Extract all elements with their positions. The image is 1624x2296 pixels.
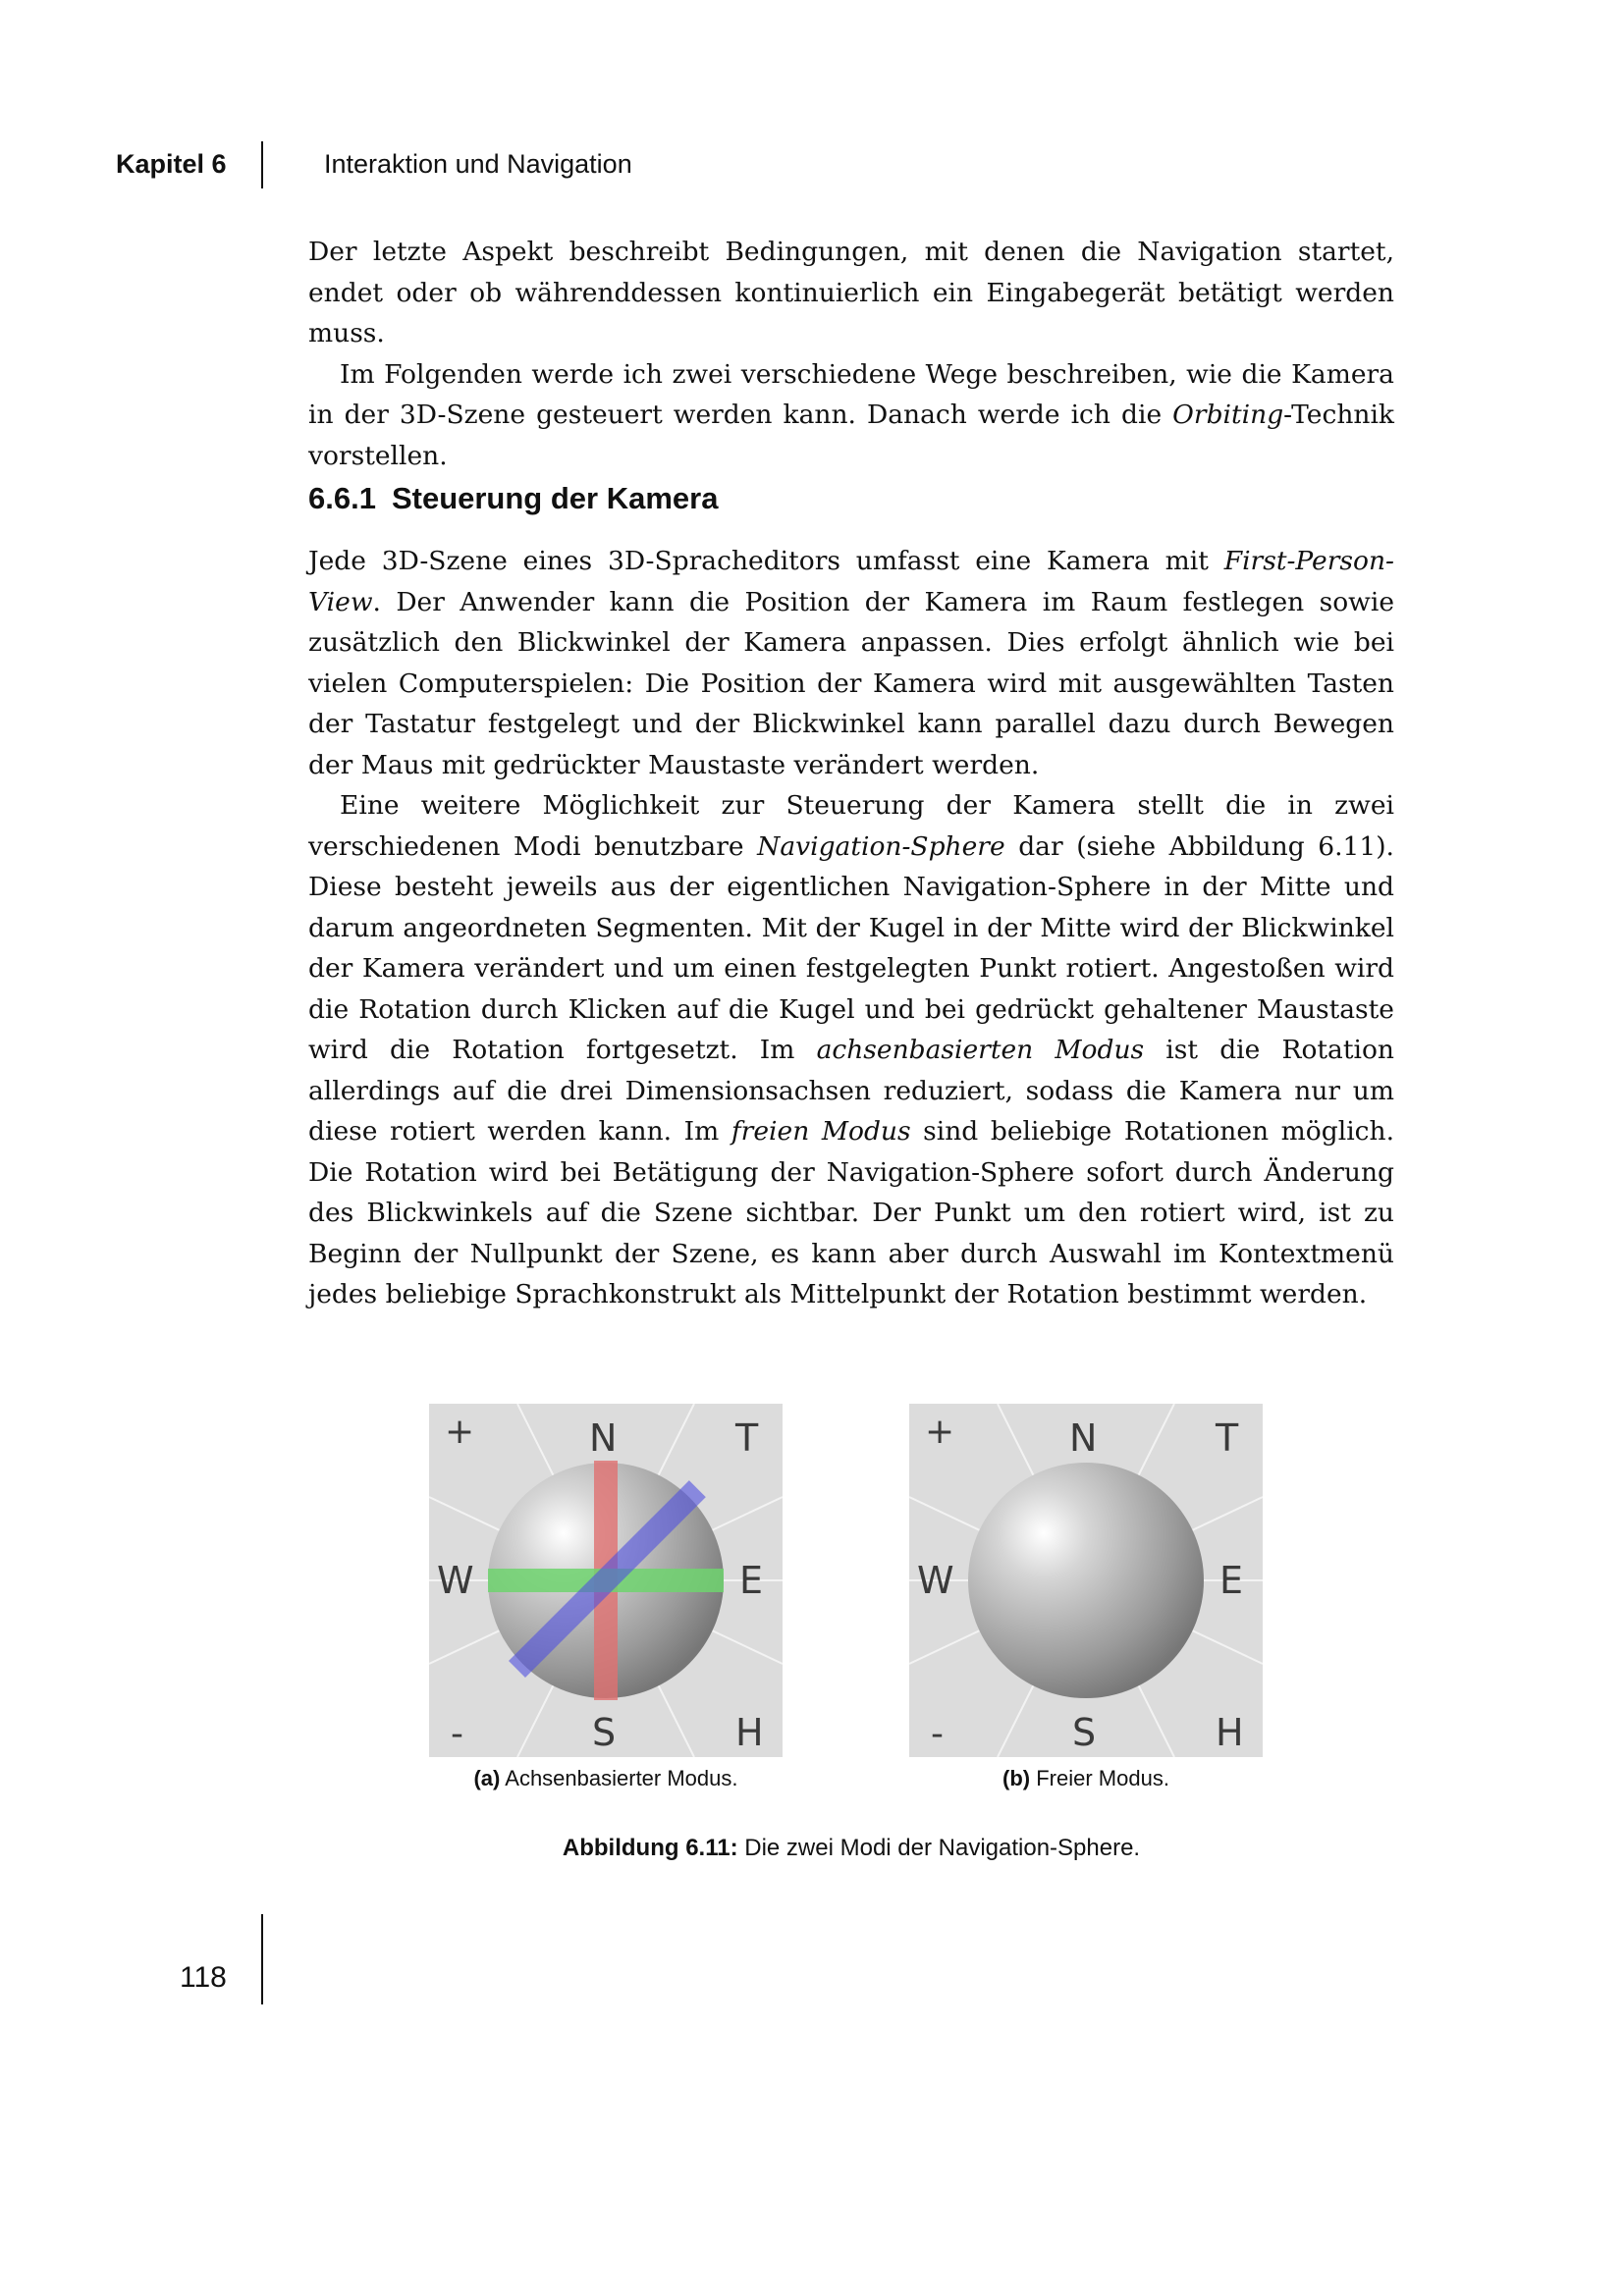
footer-divider <box>261 1914 263 2004</box>
label-tilt[interactable]: T <box>1216 1416 1239 1460</box>
label-south[interactable]: S <box>1072 1711 1097 1754</box>
intro-text <box>308 232 1394 476</box>
label-plus[interactable]: + <box>445 1412 475 1452</box>
label-south[interactable]: S <box>592 1711 617 1754</box>
navigation-sphere-free-mode-image <box>909 1404 1263 1757</box>
navigation-sphere-axis-mode-image <box>429 1404 783 1757</box>
label-h[interactable]: H <box>735 1711 764 1754</box>
label-north[interactable]: N <box>589 1416 618 1460</box>
running-header-chapter: Kapitel 6 <box>116 149 227 179</box>
subcaption-a: (a) Achsenbasierter Modus. <box>473 1766 738 1790</box>
label-west[interactable]: W <box>917 1559 954 1602</box>
figure-caption: Abbildung 6.11: Die zwei Modi der Navigation-Sphere. <box>562 1835 1141 1861</box>
label-north[interactable]: N <box>1069 1416 1098 1460</box>
header-divider <box>261 141 263 188</box>
subcaption-b: (b) Freier Modus. <box>1002 1766 1169 1790</box>
label-h[interactable]: H <box>1216 1711 1244 1754</box>
label-east[interactable]: E <box>1219 1559 1244 1602</box>
section-title: Steuerung der Kamera <box>391 481 719 515</box>
label-plus[interactable]: + <box>925 1412 955 1452</box>
section-paragraph-1: Jede 3D-Szene eines 3D-Spracheditors umfasst eine Kamera mit First-Person-View. Der Anwender kann die Position der Kamera im Raum festlegen sowie zusätzlich den Blickwinkel der Kamera anpassen. Dies erfolgt ähnlich wie bei vielen Computerspielen: Die Position der Kamera wird mit ausgewählten Tasten der Tastatur festgelegt und der Blickwinkel kann parallel dazu durch Bewegen der Maus mit gedrückter Maustaste verändert werden. <box>308 546 1394 780</box>
label-east[interactable]: E <box>739 1559 764 1602</box>
label-tilt[interactable]: T <box>735 1416 759 1460</box>
label-west[interactable]: W <box>437 1559 474 1602</box>
section-body <box>308 541 1394 1315</box>
navigation-sphere[interactable] <box>968 1463 1204 1698</box>
running-header-title: Interaktion und Navigation <box>324 149 632 179</box>
page-number: 118 <box>180 1961 227 1994</box>
section-number: 6.6.1 <box>308 481 376 515</box>
intro-paragraph-1: Der letzte Aspekt beschreibt Bedingungen, mit denen die Navigation startet, endet oder ob währenddessen kontinuierlich ein Eingabegerät betätigt werden muss. <box>308 237 1394 348</box>
section-paragraph-2: Eine weitere Möglichkeit zur Steuerung der Kamera stellt die in zwei verschiedenen Modi benutzbare Navigation-Sphere dar (siehe Abbildung 6.11). Diese besteht jeweils aus der eigentlichen Navigation-Sphere in der Mitte und darum angeordneten Segmenten. Mit der Kugel in der Mitte wird der Blickwinkel der Kamera verändert und um einen festgelegten Punkt rotiert. Angestoßen wird die Rotation durch Klicken auf die Kugel und bei gedrückt gehaltener Maustaste wird die Rotation fortgesetzt. Im achsenbasierten Modus ist die Rotation allerdings auf die drei Dimensionsachsen reduziert, sodass die Kamera nur um diese rotiert werden kann. Im freien Modus sind beliebige Rotationen möglich. Die Rotation wird bei Betätigung der Navigation-Sphere sofort durch Änderung des Blickwinkels auf die Szene sichtbar. Der Punkt um den rotiert wird, ist zu Beginn der Nullpunkt der Szene, es kann aber durch Auswahl im Kontextmenü jedes beliebige Sprachkonstrukt als Mittelpunkt der Rotation bestimmt werden. <box>308 790 1394 1309</box>
label-minus[interactable]: - <box>451 1714 463 1754</box>
label-minus[interactable]: - <box>931 1714 944 1754</box>
section-heading <box>308 481 718 516</box>
intro-paragraph-2: Im Folgenden werde ich zwei verschiedene Wege beschreiben, wie die Kamera in der 3D-Szene gesteuert werden kann. Danach werde ich die Orbiting-Technik vorstellen. <box>308 358 1394 471</box>
